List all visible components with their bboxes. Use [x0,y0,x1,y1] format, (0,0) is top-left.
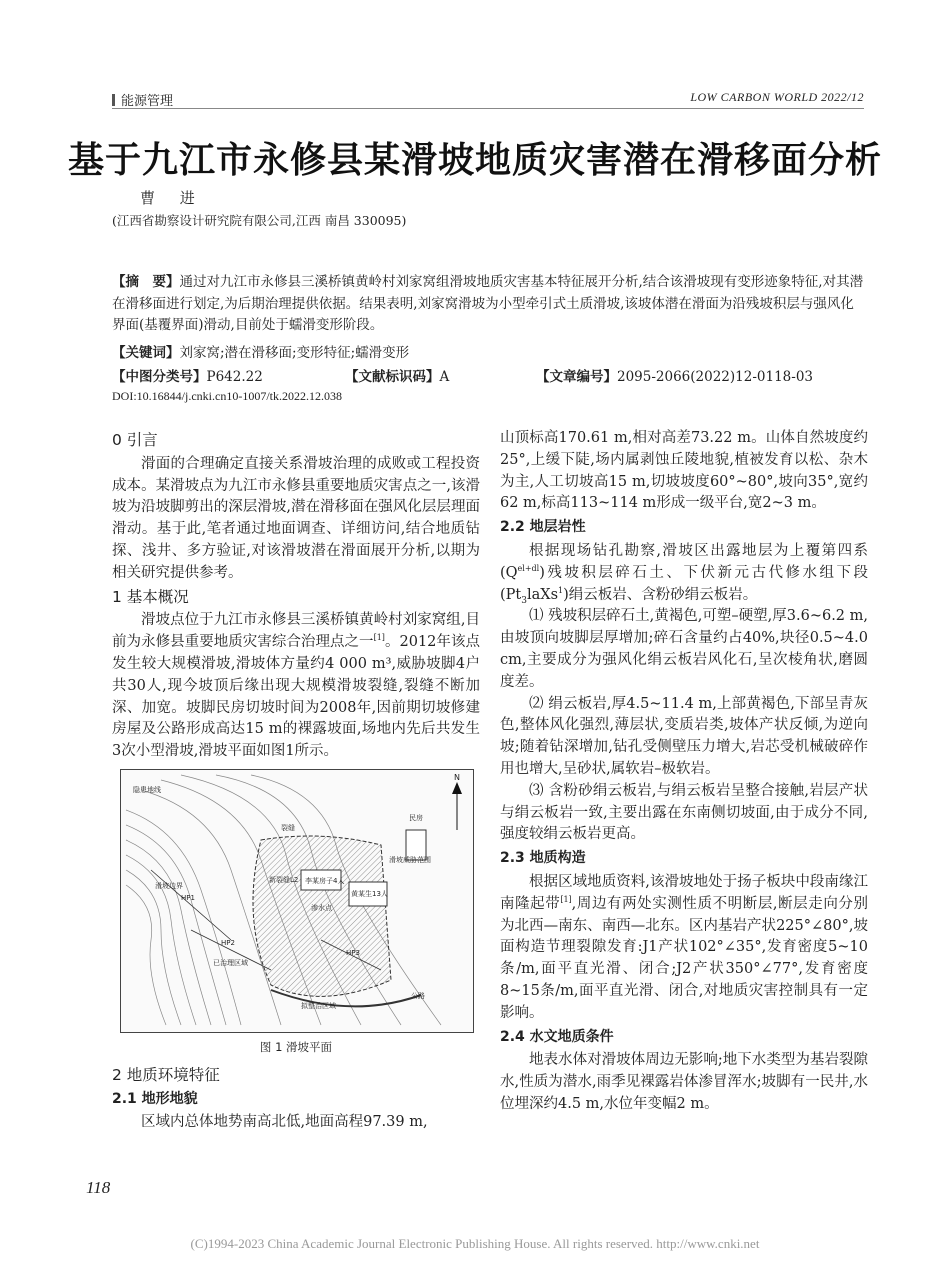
s22-text-a: 根据现场钻孔勘察,滑坡区出露地层为上覆第四系(Q [500,542,868,581]
fig-label-crack-l2: 新裂缝L2 [269,875,299,884]
landslide-plan-map [121,770,473,1032]
left-column [112,428,480,1134]
s22-sup-1: el+dl [517,563,540,573]
s22-text-b: )残坡积层碎石土、下伏新元古代修水组下段(Pt [500,564,868,603]
section-2-title: 2 地质环境特征 [112,1065,220,1084]
citation-ref[interactable]: [1] [373,633,385,643]
north-arrow-icon [452,782,462,830]
s22-text-c: laXs [526,586,559,603]
section-2-1-paragraph: 区域内总体地势南高北低,地面高程97.39 m, [141,1114,428,1131]
article-label: 【文章编号】 [536,369,617,385]
profile-line-hp1 [151,870,231,940]
header-divider [112,108,864,109]
fig-label-threat-area: 滑坡威胁范围 [389,855,431,864]
fig-label-hp1: HP1 [181,893,195,902]
section-2-3-paragraph [500,872,868,1025]
fig-label-treated-area: 已治理区域 [213,958,248,967]
section-2-2-paragraph-3: ⑵ 绢云板岩,厚4.5~11.4 m,上部黄褐色,下部呈青灰色,整体风化强烈,薄层状,变质岩类,坡体产状反倾,为逆向坡;随着钻深增加,钻孔受侧壁压力增大,岩芯受机械破碎作用也增大,呈砂状,属软岩–极软岩。 [500,695,868,777]
landslide-boundary [253,836,391,996]
article-number [536,365,813,385]
section-1-title: 1 基本概况 [112,587,189,606]
fig-label-planned-area: 拟整治区域 [301,1001,336,1010]
fig-label-seepage: 渗水点 [311,903,332,912]
section-0-title: 0 引言 [112,431,158,449]
copyright-footer: (C)1994-2023 China Academic Journal Electronic Publishing House. All rights reserved. http://www.cnki.net [190,1236,760,1251]
section-2-1-continued: 山顶标高170.61 m,相对高差73.22 m。山体自然坡度约25°,上缓下陡,场内属剥蚀丘陵地貌,植被发育以松、杂木为主,人工切坡高15 m,切坡坡度60°~80°,坡向35°,宽约62 m,标高113~114 m形成一级平台,宽2~3 m。 [500,430,868,512]
section-2-2-paragraph-1 [500,541,868,606]
fig-label-hidden-line: 隐患地线 [133,785,161,794]
doc-code [345,365,449,385]
figure-1-caption: 图 1 滑坡平面 [259,1039,333,1054]
section-2-3-title: 2.3 地质构造 [500,850,586,867]
s23-text-a: 根据区域地质资料,该滑坡地处于扬子板块中段南缘江南隆起带 [500,873,868,912]
author: 曹 进 [140,189,205,207]
doc-label: 【文献标识码】 [345,369,440,385]
figure-1-landslide-plan [120,769,474,1033]
clc-value: P642.22 [206,369,263,385]
citation-ref[interactable]: [1] [560,894,572,904]
s22-text-d: )绢云板岩、含粉砂绢云板岩。 [563,586,758,603]
s23-text-b: ,周边有两处实测性质不明断层,断层走向分别为北西—南东、南西—北东。区内基岩产状225°∠80°,坡面构造节理裂隙发育:J1产状102°∠35°,发育密度5~10条/m,面平直光滑、闭合;J2产状350°∠77°,发育密度8~15条/m,面平直光滑、闭合,对地质灾害控制具有一定影响。 [500,895,869,1021]
keywords [112,343,864,365]
clc-label: 【中图分类号】 [112,369,207,385]
abstract-label: 【摘 要】 [112,274,180,290]
header-bar-icon [112,94,115,106]
section-1-paragraph [112,610,480,763]
doc-value: A [439,369,450,385]
section-0-paragraph: 滑面的合理确定直接关系滑坡治理的成败或工程投资成本。某滑坡点为九江市永修县重要地质灾害点之一,该滑坡为沿坡脚剪出的深层滑坡,潜在滑移面在强风化层层理面滑动。基于此,笔者通过地面调查、详细访问,结合地质钻探、浅井、多方验证,对该滑坡潜在滑面展开分析,以期为相关研究提供参考。 [112,455,480,581]
abstract [112,272,864,337]
section-2-2-title: 2.2 地层岩性 [500,519,586,536]
s1-text-b: 。2012年该点发生较大规模滑坡,滑坡体方量约4 000 m³,威胁坡脚4户共30人,现今坡顶后缘出现大规模滑坡裂缝,裂缝不断加深、加宽。坡脚民房切坡时间为2008年,因前期切坡修建房屋及公路形成高达15 m的裸露坡面,场地内先后共发生3次小型滑坡,滑坡平面如图1所示。 [112,634,481,760]
fig-label-road: 公路 [411,991,425,1000]
keywords-text: 刘家窝;潜在滑移面;变形特征;蠕滑变形 [179,345,410,361]
running-header-section [112,90,173,109]
abstract-text: 通过对九江市永修县三溪桥镇黄岭村刘家窝组滑坡地质灾害基本特征展开分析,结合该滑坡现有变形迹象特征,对其潜在滑移面进行划定,为后期治理提供依据。结果表明,刘家窝滑坡为小型牵引式土质滑坡,该坡体潜在滑面为沿残坡积层与强风化界面(基覆界面)滑动,目前处于蠕滑变形阶段。 [112,274,864,333]
running-header-journal: LOW CARBON WORLD 2022/12 [690,90,864,104]
section-2-4-paragraph: 地表水体对滑坡体周边无影响;地下水类型为基岩裂隙水,性质为潜水,雨季见裸露岩体渗冒浑水;坡脚有一民井,水位埋深约4.5 m,水位年变幅2 m。 [500,1052,868,1112]
fig-label-landslide-boundary: 滑坡边界 [155,881,183,890]
fig-label-hp3: HP3 [346,948,360,957]
fig-label-crack: 裂缝 [281,823,295,832]
header-section-label: 能源管理 [121,94,174,109]
section-2-2-paragraph-4: ⑶ 含粉砂绢云板岩,与绢云板岩呈整合接触,岩层产状与绢云板岩一致,主要出露在东南侧切坡面,由于成分不同,强度较绢云板岩更高。 [500,782,868,843]
right-column [500,428,868,1116]
paper-title: 基于九江市永修县某滑坡地质灾害潜在滑移面分析 [67,140,882,181]
fig-label-house-huang: 黄某生13人 [351,889,388,898]
s22-sup-2: 1 [558,585,564,595]
section-2-1-title: 2.1 地形地貌 [112,1090,198,1107]
fig-label-residence: 民房 [409,813,423,822]
fig-label-north: N [454,772,460,782]
keywords-label: 【关键词】 [112,345,180,361]
page-number: 118 [86,1178,111,1197]
s22-sub-1: 3 [521,595,527,606]
s1-text-a: 滑坡点位于九江市永修县三溪桥镇黄岭村刘家窝组,目前为永修县重要地质灾害综合治理点之一 [112,612,480,651]
section-2-4-title: 2.4 水文地质条件 [500,1028,614,1045]
doi[interactable]: DOI:10.16844/j.cnki.cn10-1007/tk.2022.12.038 [112,389,342,403]
section-2-2-paragraph-2: ⑴ 残坡积层碎石土,黄褐色,可塑–硬塑,厚3.6~6.2 m,由坡顶向坡脚层厚增加;碎石含量约占40%,块径0.5~4.0 cm,主要成分为强风化绢云板岩风化石,呈次棱角状,磨圆度差。 [500,608,868,690]
affiliation: (江西省勘察设计研究院有限公司,江西 南昌 330095) [112,213,407,228]
fig-label-hp2: HP2 [221,938,235,947]
fig-label-house-li: 李某房子4人 [305,876,345,885]
clc-number [112,365,263,385]
article-value: 2095-2066(2022)12-0118-03 [617,369,814,385]
